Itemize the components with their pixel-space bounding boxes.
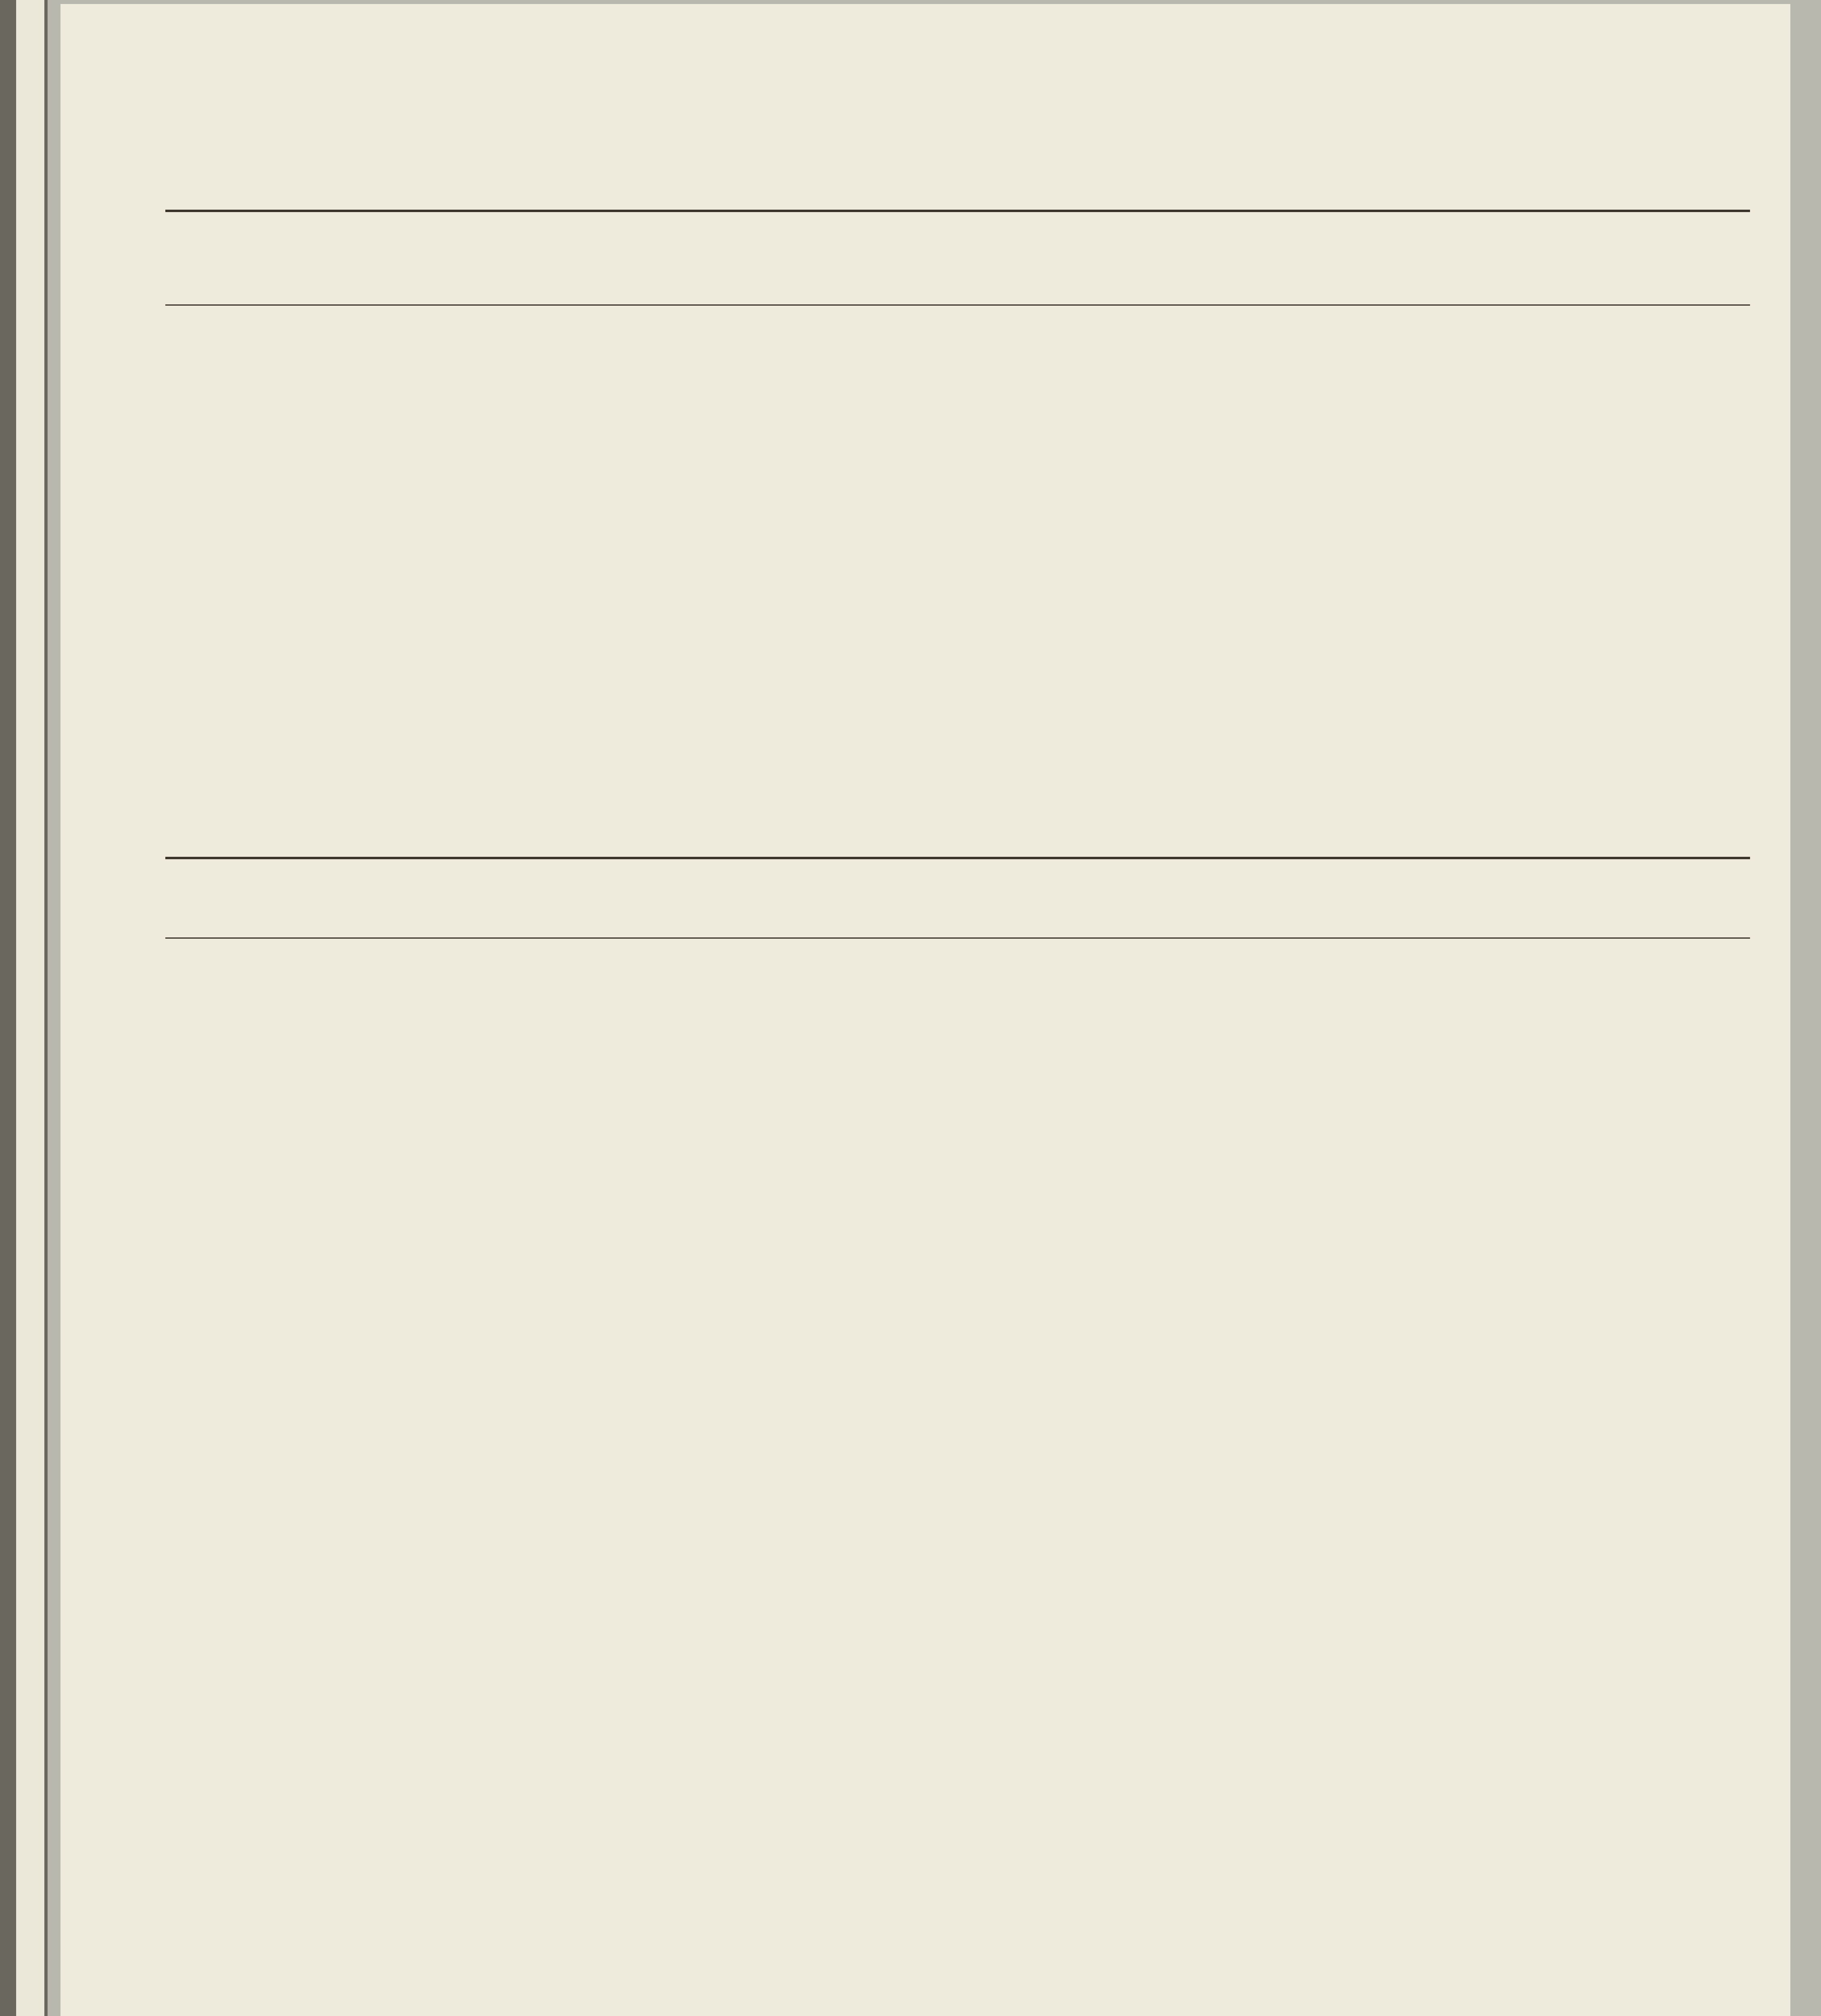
header-rule xyxy=(165,304,1750,306)
newspaper-page xyxy=(60,4,1790,2016)
top-rule xyxy=(165,210,1750,212)
bottom-header-rule xyxy=(165,937,1750,939)
previous-page-margin xyxy=(16,0,44,2016)
middle-rule xyxy=(165,857,1750,859)
stock-quotation-sheet xyxy=(165,147,1750,2016)
